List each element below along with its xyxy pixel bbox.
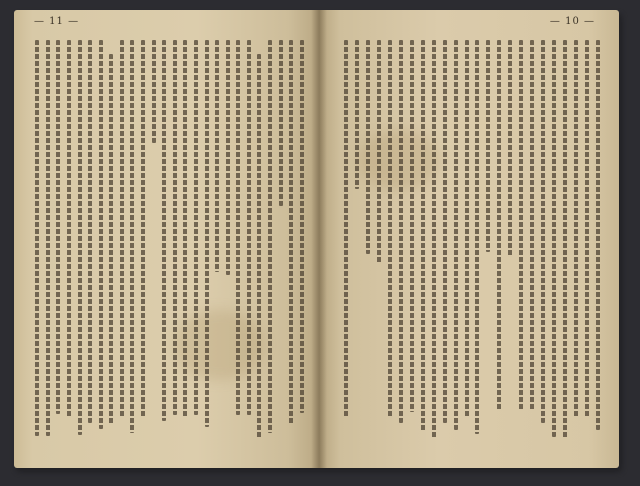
text-column — [46, 40, 50, 436]
text-column — [465, 40, 469, 418]
text-column — [194, 40, 198, 415]
text-column — [130, 40, 134, 433]
text-column — [35, 40, 39, 436]
text-column — [596, 40, 600, 430]
left-page-number: — 11 — — [34, 16, 80, 27]
text-column — [475, 40, 479, 434]
text-column — [508, 40, 512, 257]
text-column — [486, 40, 490, 252]
text-column — [109, 54, 113, 425]
text-column — [519, 40, 523, 410]
text-column — [410, 40, 414, 412]
text-column — [268, 40, 272, 433]
text-column — [141, 40, 145, 417]
right-page-text-block — [341, 40, 603, 440]
text-column — [226, 40, 230, 275]
text-column — [585, 40, 589, 418]
text-column — [432, 40, 436, 439]
text-column — [205, 40, 209, 427]
text-column — [67, 40, 71, 418]
text-column — [78, 40, 82, 435]
text-column — [279, 40, 283, 206]
text-column — [530, 40, 534, 410]
text-column — [443, 40, 447, 423]
text-column — [183, 40, 187, 417]
text-column — [215, 40, 219, 272]
text-column — [355, 40, 359, 189]
text-column — [162, 40, 166, 421]
text-column — [152, 40, 156, 143]
text-column — [88, 40, 92, 423]
text-column — [552, 40, 556, 437]
text-column — [563, 40, 567, 439]
text-column — [399, 40, 403, 423]
text-column — [454, 40, 458, 430]
right-page — [319, 10, 619, 468]
text-column — [388, 40, 392, 417]
text-column — [377, 40, 381, 264]
right-page-number: — 10 — — [549, 16, 595, 27]
book-gutter — [311, 10, 327, 468]
text-column — [344, 40, 348, 417]
text-column — [257, 54, 261, 439]
text-column — [247, 40, 251, 415]
text-column — [574, 40, 578, 417]
text-column — [366, 40, 370, 254]
left-page-text-block — [32, 40, 307, 440]
text-column — [173, 40, 177, 415]
text-column — [99, 40, 103, 429]
text-column — [300, 40, 304, 413]
text-column — [56, 40, 60, 414]
text-column — [497, 40, 501, 410]
text-column — [236, 40, 240, 415]
text-column — [541, 40, 545, 423]
text-column — [120, 40, 124, 417]
left-page — [14, 10, 319, 468]
text-column — [421, 40, 425, 431]
text-column — [289, 40, 293, 425]
